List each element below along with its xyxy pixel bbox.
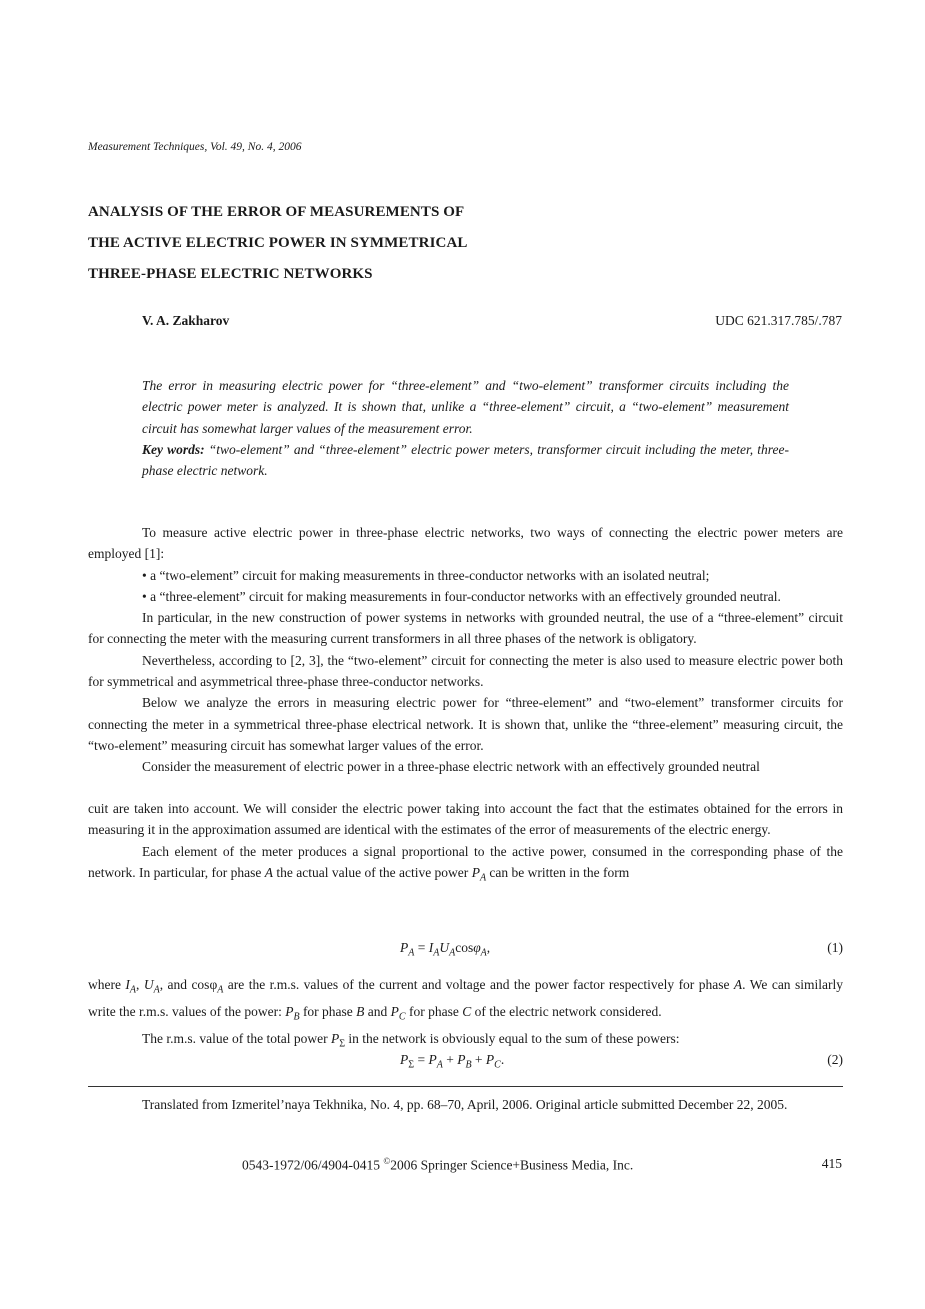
udc-code: UDC 621.317.785/.787 — [715, 313, 842, 328]
paragraph: To measure active electric power in three-phase electric networks, two ways of connecting the electric power meters are employed [1]: — [88, 525, 843, 562]
paragraph: In particular, in the new construction of power systems in networks with grounded neutral, the use of a “three-element” circuit for connecting the meter with the measuring current transformers in all three phases of the network is obligatory. — [88, 610, 843, 647]
title-line-2: THE ACTIVE ELECTRIC POWER IN SYMMETRICAL — [88, 235, 468, 251]
abstract-text: The error in measuring electric power for “three-element” and “two-element” transformer circuits including the electric power meter is analyzed. It is shown that, unlike a “three-element” circuit, a “two-element” measurement circuit has somewhat larger values of the measurement error. — [142, 378, 789, 436]
page-number: 415 — [821, 1156, 842, 1171]
translation-note: Translated from Izmeritel’naya Tekhnika, No. 4, pp. 68–70, April, 2006. Original article submitted December 22, 2005. — [142, 1097, 788, 1112]
keywords-label: Key words: — [142, 441, 205, 457]
abstract — [142, 375, 789, 481]
issn-copyright: 0543-1972/06/4904-0415 ©2006 Springer Science+Business Media, Inc. — [242, 1156, 634, 1173]
body-section-2 — [88, 798, 843, 889]
article-title — [88, 197, 467, 290]
paragraph: Consider the measurement of electric power in a three-phase electric network with an effectively grounded neutral — [142, 759, 760, 775]
equation-1-formula: $P_A = I_AU_A\cos\varphi_A$, — [400, 940, 491, 959]
paragraph: where $I_A$, $U_A$, and cosφ$_A$ are the r.m.s. values of the current and voltage and the power factor respectively for phase A. We can similarly write the r.m.s. values of the power: $P_B$ for phase B and $P_C$ for phase C of the electric network considered. — [88, 977, 843, 1023]
body-section-1 — [88, 522, 843, 778]
bullet-item: • a “two-element” circuit for making measurements in three-conductor networks with an isolated neutral; — [142, 567, 710, 583]
journal-header: Measurement Techniques, Vol. 49, No. 4, 2006 — [88, 141, 302, 153]
body-section-3 — [88, 974, 843, 1055]
title-line-1: ANALYSIS OF THE ERROR OF MEASUREMENTS OF — [88, 204, 465, 220]
equation-1 — [88, 940, 843, 962]
author-name: V. A. Zakharov — [142, 313, 230, 328]
title-line-3: THREE-PHASE ELECTRIC NETWORKS — [88, 266, 373, 282]
paragraph: Each element of the meter produces a signal proportional to the active power, consumed in the corresponding phase of the network. In particular, for phase A the actual value of the active power $P_A$ can be written in the form — [88, 843, 843, 884]
equation-2-formula: $P_\Sigma = P_A + P_B + P_C$. — [400, 1052, 505, 1071]
paragraph: Below we analyze the errors in measuring electric power for “three-element” and “two-element” transformer circuits for connecting the meter in a symmetrical three-phase electrical network. It is shown that, unlike the “three-element” measuring circuit, the “two-element” measuring circuit has somewhat larger values of the error. — [88, 695, 843, 753]
paragraph: The r.m.s. value of the total power $P_\Sigma$ in the network is obviously equal to the sum of these powers: — [142, 1030, 680, 1050]
paragraph: cuit are taken into account. We will consider the electric power taking into account the fact that the estimates obtained for the errors in measuring it in the approximation assumed are identical with the estimates of the error of measurements of the electric energy. — [88, 801, 843, 838]
equation-2 — [88, 1052, 843, 1074]
paragraph: Nevertheless, according to [2, 3], the “two-element” circuit for connecting the meter is also used to measure electric power both for symmetrical and asymmetrical three-phase three-conductor networks. — [88, 652, 843, 690]
footnote-divider — [88, 1086, 843, 1087]
equation-2-number: (2) — [827, 1052, 843, 1067]
keywords — [142, 439, 789, 482]
keywords-text: “two-element” and “three-element” electric power meters, transformer circuit including the meter, three-phase electric network. — [142, 441, 789, 479]
bullet-item: • a “three-element” circuit for making measurements in four-conductor networks with an effectively grounded neutral. — [142, 588, 781, 604]
equation-1-number: (1) — [827, 940, 843, 955]
